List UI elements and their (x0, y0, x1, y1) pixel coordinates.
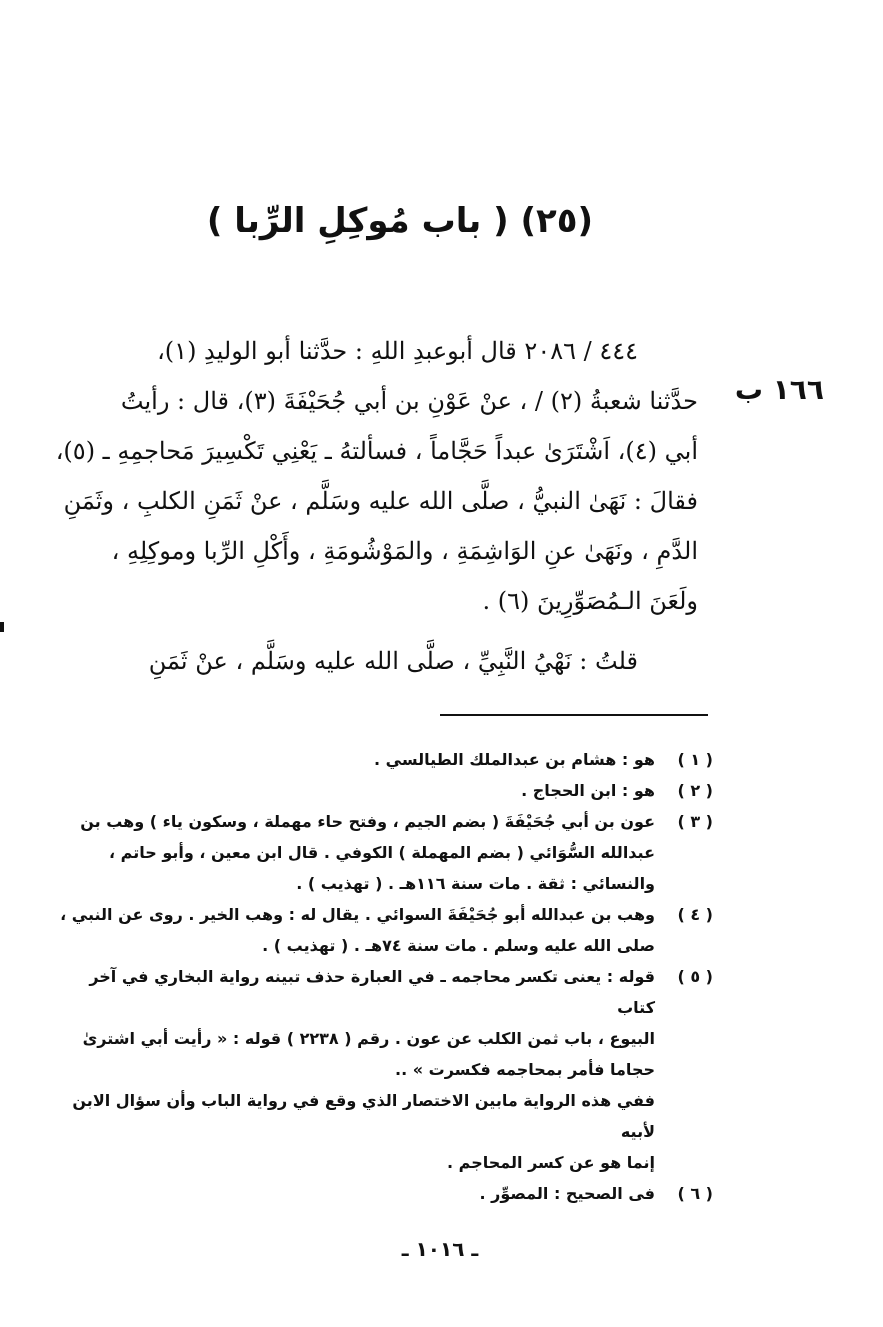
footnote-body (48, 1178, 655, 1209)
manuscript-folio-note: ١٦٦ ب (734, 373, 824, 406)
footnote-body (48, 806, 655, 899)
footnote-number: ( ٣ ) (677, 812, 713, 831)
hadith-line: فقالَ : نَهَىٰ النبيُّ ، صلَّى الله عليه وسَلَّم ، عنْ ثَمَنِ الكلبِ ، وثَمَنِ (63, 487, 698, 515)
footnote-line: عون بن أبي جُحَيْفَةَ ( بضم الجيم ، وفتح حاء مهملة ، وسكون ياء ) وهب بن (80, 812, 655, 831)
footnote-body (48, 899, 655, 961)
footnote (48, 806, 713, 899)
footnote-line: هو : ابن الحجاج . (521, 781, 655, 800)
chapter-title: (٢٥) ( باب مُوكِلِ الرِّبا ) (206, 201, 594, 241)
footnote (48, 775, 713, 806)
footnote (48, 1178, 713, 1209)
footnote-line: البيوع ، باب ثمن الكلب عن عون . رقم ( ٢٢٣٨ ) قوله : « رأيت أبي اشترىٰ (82, 1029, 655, 1048)
footnote-line: عبدالله السُّوَائي ( بضم المهملة ) الكوفي . قال ابن معين ، وأبو حاتم ، (109, 843, 655, 862)
footnote-line: إنما هو عن كسر المحاجم . (447, 1153, 655, 1172)
footnote-body (48, 961, 655, 1085)
footnote-line: فى الصحيح : المصوِّر . (479, 1184, 655, 1203)
footnote (48, 961, 713, 1085)
scan-edge-mark (0, 622, 4, 632)
footnote-line: ففي هذه الرواية مابين الاختصار الذي وقع في رواية الباب وأن سؤال الابن لأبيه (72, 1091, 655, 1141)
footnote-body (48, 744, 655, 775)
footnote-number: ( ١ ) (677, 750, 713, 769)
footnote-continuation (48, 1085, 713, 1178)
footnote-line: صلى الله عليه وسلم . مات سنة ٧٤هـ . ( تهذيب ) . (262, 936, 655, 955)
footnotes (48, 744, 713, 1209)
hadith-line: حدَّثنا شعبةُ (٢) / ، عنْ عَوْنِ بن أبي جُحَيْفَةَ (٣)، قال : رأيتُ (120, 387, 698, 415)
footnote-body (48, 775, 655, 806)
hadith-line: ٤٤٤ / ٢٠٨٦ قال أبوعبدِ اللهِ : حدَّثنا أبو الوليدِ (١)، (157, 337, 638, 365)
footnote-line: وهب بن عبدالله أبو جُحَيْفَةَ السوائي . يقال له : وهب الخير . روى عن النبي ، (60, 905, 655, 924)
footnote-number: ( ٥ ) (677, 967, 713, 986)
commentary-line: قلتُ : نَهْيُ النَّبِيِّ ، صلَّى الله عليه وسَلَّم ، عنْ ثَمَنِ (148, 647, 638, 675)
footnote-separator (440, 714, 708, 716)
hadith-line: ولَعَنَ الـمُصَوِّرِينَ (٦) . (482, 587, 698, 615)
footnote (48, 744, 713, 775)
footnote (48, 899, 713, 961)
footnote-line: والنسائي : ثقة . مات سنة ١١٦هـ . ( تهذيب ) . (296, 874, 655, 893)
hadith-text (38, 326, 698, 626)
footnote-line: هو : هشام بن عبدالملك الطيالسي . (374, 750, 655, 769)
hadith-line: الدَّمِ ، ونَهَىٰ عنِ الوَاشِمَةِ ، والمَوْشُومَةِ ، وأَكْلِ الرِّبا وموكِلِهِ ، (111, 537, 698, 565)
footnote-number: ( ٦ ) (677, 1184, 713, 1203)
footnote-line: حجاما فأمر بمحاجمه فكسرت » .. (395, 1060, 655, 1079)
footnote-number: ( ٢ ) (677, 781, 713, 800)
footnote-number: ( ٤ ) (677, 905, 713, 924)
hadith-line: أبي (٤)، اَشْتَرَىٰ عبداً حَجَّاماً ، فسألتهُ ـ يَعْنِي تَكْسِيرَ مَحاجمِهِ ـ (٥)، (55, 437, 698, 465)
footnote-line: قوله : يعنى تكسر محاجمه ـ في العبارة حذف تبينه رواية البخاري في آخر كتاب (89, 967, 655, 1017)
page-number: ـ ١٠١٦ ـ (401, 1237, 479, 1261)
